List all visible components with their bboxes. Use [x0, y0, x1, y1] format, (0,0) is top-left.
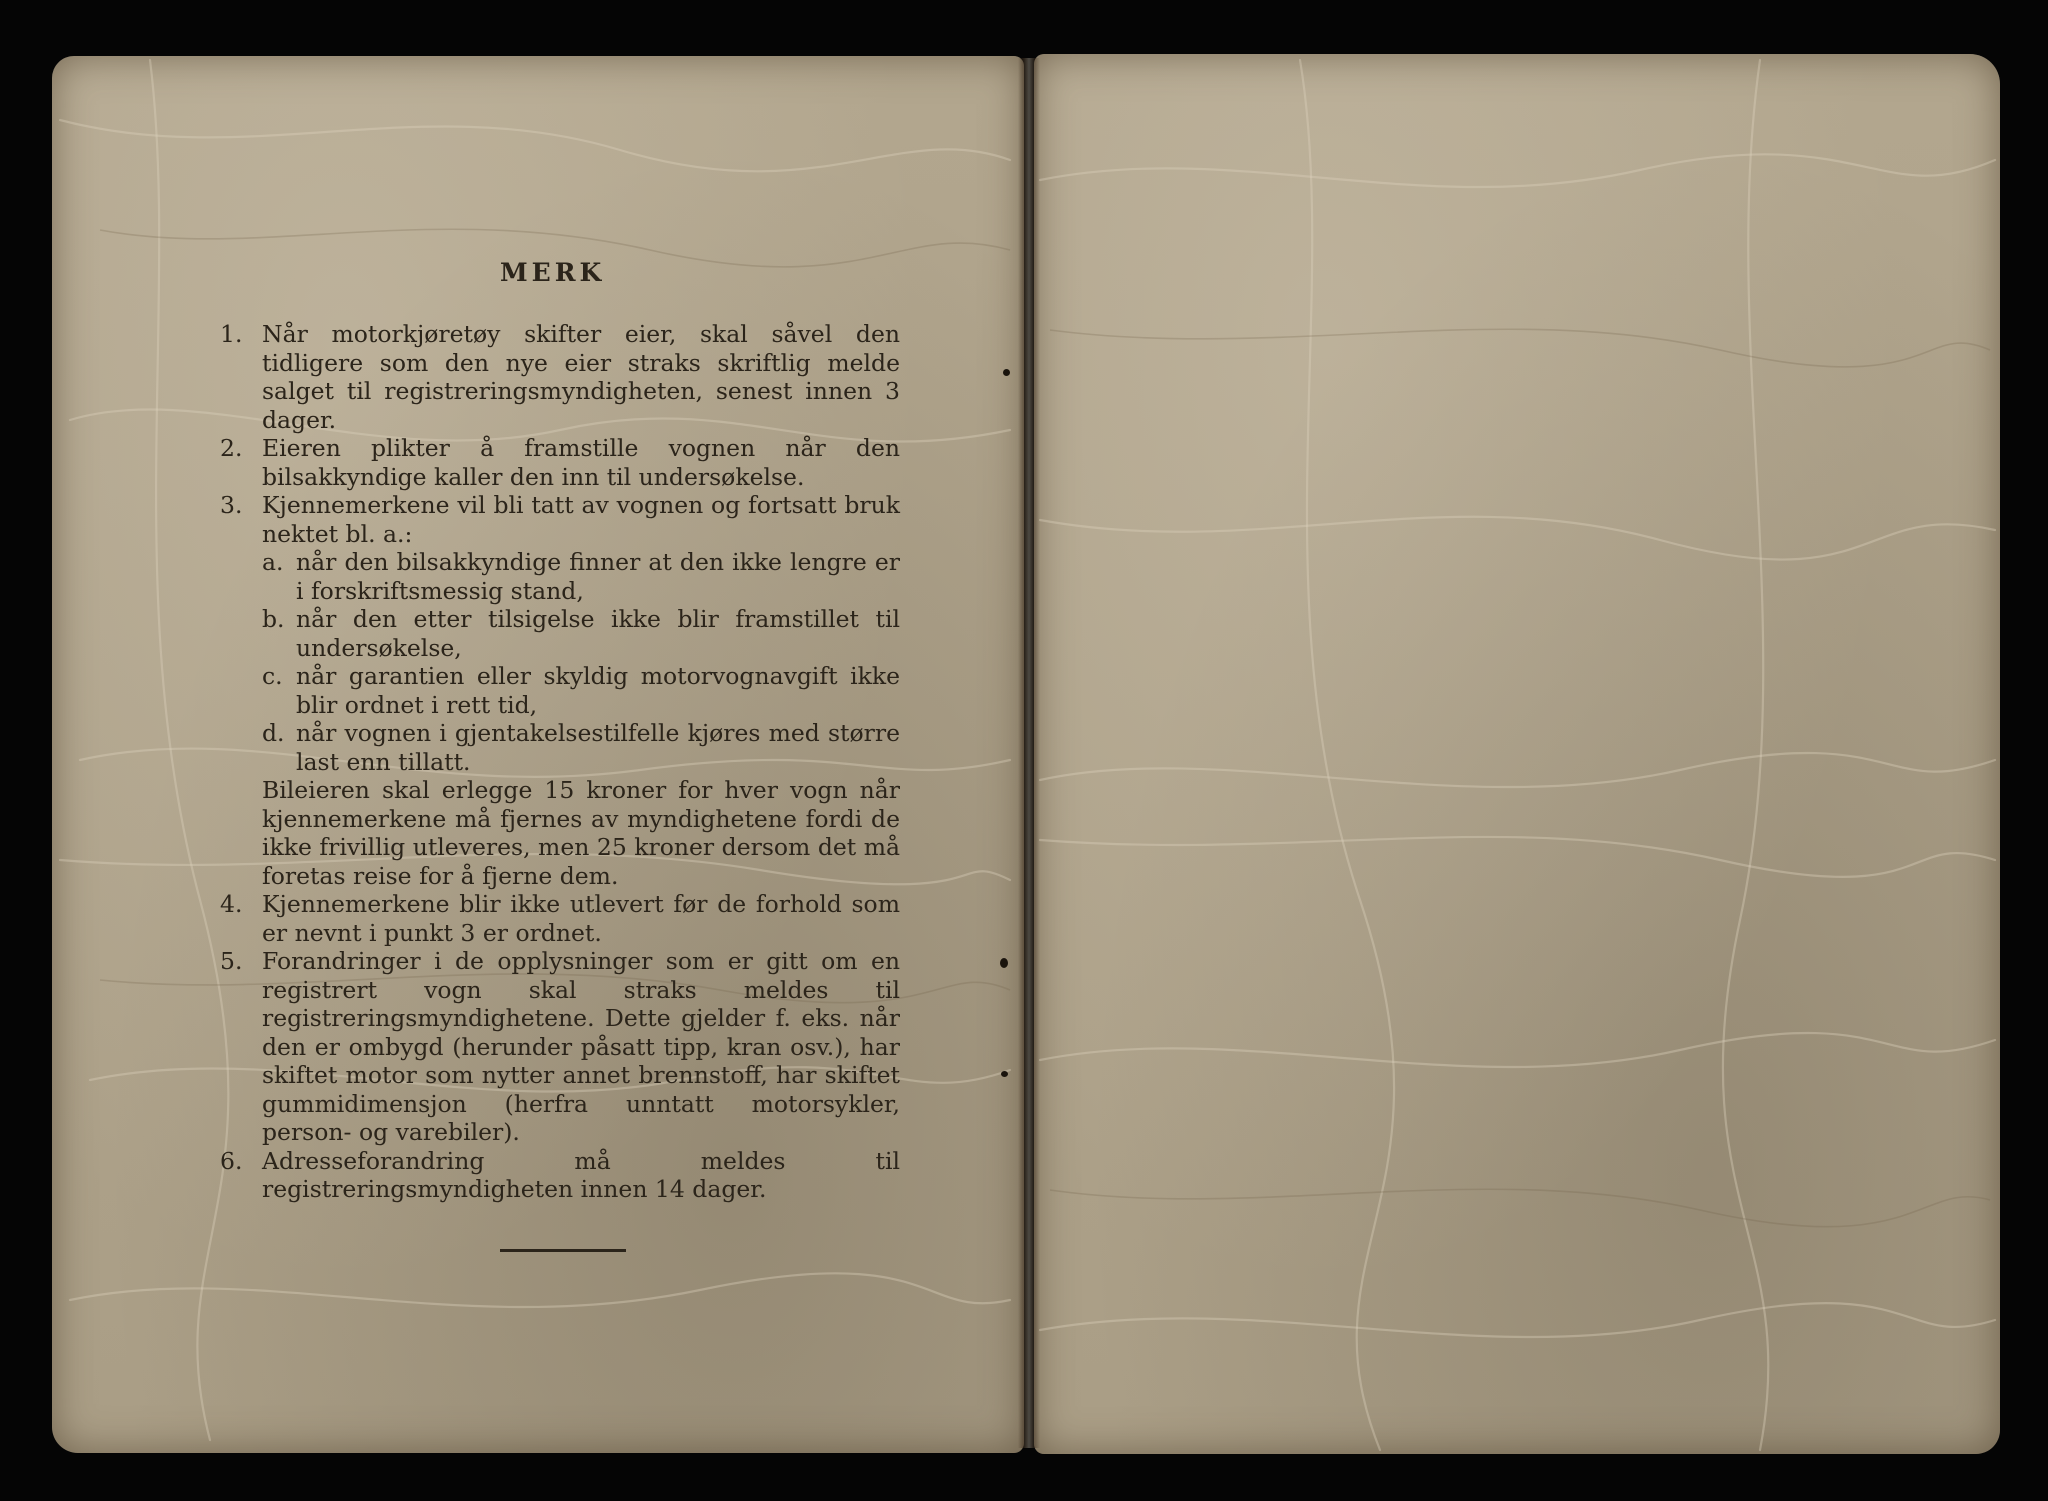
sub-item-letter: b.	[262, 605, 285, 633]
right-page-blank	[1034, 54, 2000, 1454]
item-text: Kjennemerkene blir ikke utlevert før de forhold som er nevnt i punkt 3 er ordnet.	[262, 890, 900, 947]
sub-item-text: når den bilsakkyndige finner at den ikke lengre er i forskriftsmessig stand,	[296, 548, 900, 605]
list-item	[220, 890, 900, 947]
item-number: 4.	[220, 890, 243, 918]
sub-item-letter: a.	[262, 548, 284, 576]
notes-list	[220, 320, 900, 1204]
sub-item-letter: d.	[262, 719, 285, 747]
item-number: 1.	[220, 320, 243, 348]
item-body	[262, 491, 900, 776]
item-text: Når motorkjøretøy skifter eier, skal såvel den tidligere som den nye eier straks skriftlig melde salget til registreringsmyndigheten, senest innen 3 dager.	[262, 320, 900, 434]
list-item	[220, 320, 900, 434]
item-text: Adresseforandring må meldes til registreringsmyndigheten innen 14 dager.	[262, 1146, 900, 1203]
list-item	[220, 434, 900, 491]
document-heading: MERK	[500, 258, 606, 287]
list-item	[220, 947, 900, 1147]
sub-item	[262, 605, 900, 662]
sub-item-text: når garantien eller skyldig motorvognavgift ikke blir ordnet i rett tid,	[296, 662, 900, 719]
sub-item-letter: c.	[262, 662, 283, 690]
item-number: 5.	[220, 947, 243, 975]
list-item	[220, 491, 900, 776]
staple-hole	[1001, 1071, 1008, 1077]
fee-paragraph: Bileieren skal erlegge 15 kroner for hver vogn når kjennemerkene må fjernes av myndighetene fordi de ikke frivillig utleveres, men 25 kroner dersom det må foretas reise for å fjerne dem.	[262, 776, 900, 890]
list-item	[220, 1147, 900, 1204]
sub-item	[262, 548, 900, 605]
sub-item	[262, 719, 900, 776]
end-divider	[500, 1249, 626, 1252]
staple-hole	[1000, 958, 1008, 968]
item-text: Eieren plikter å framstille vognen når den bilsakkyndige kaller den inn til undersøkelse.	[262, 434, 900, 491]
staple-hole	[1003, 369, 1010, 376]
center-fold	[1018, 58, 1040, 1448]
sub-item	[262, 662, 900, 719]
item-text: Kjennemerkene vil bli tatt av vognen og fortsatt bruk nektet bl. a.:	[262, 491, 900, 548]
item-number: 2.	[220, 434, 243, 462]
sub-item-text: når den etter tilsigelse ikke blir framstillet til undersøkelse,	[296, 605, 900, 662]
sub-item-text: når vognen i gjentakelsestilfelle kjøres med større last enn tillatt.	[296, 719, 900, 776]
item-number: 3.	[220, 491, 243, 519]
item-number: 6.	[220, 1146, 243, 1175]
item-text: Forandringer i de opplysninger som er gitt om en registrert vogn skal straks meldes til registreringsmyndighetene. Dette gjelder f. eks. når den er ombygd (herunder påsatt tipp, kran osv.), har skiftet motor som nytter annet brennstoff, har skiftet gummidimensjon (herfra unntatt motorsykler, person- og varebiler).	[262, 947, 900, 1146]
